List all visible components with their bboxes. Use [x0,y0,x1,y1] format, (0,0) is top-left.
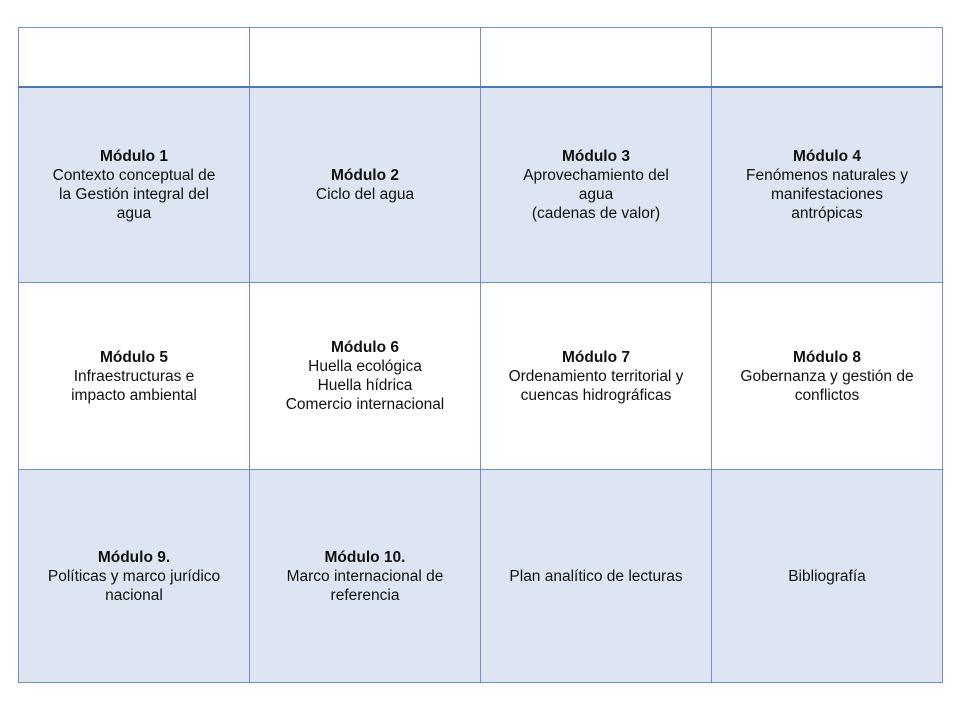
module-7-cell [481,283,712,470]
module-title: Módulo 2 [330,167,400,184]
module-title: Módulo 9. [97,548,171,566]
module-title: Módulo 1 [99,148,169,165]
module-3-cell [481,87,712,283]
module-2-cell [250,87,481,283]
module-description-line: nacional [105,586,163,604]
module-description-line: Comercio internacional [285,396,445,413]
module-description-line: Huella hídrica [317,377,413,394]
module-description-line: agua [578,186,614,203]
module-6-cell [250,283,481,470]
module-description-line: referencia [330,586,400,604]
module-description-line: Marco internacional de [286,567,444,585]
module-title: Módulo 10. [324,548,406,566]
module-title: Módulo 6 [330,339,400,356]
header-row [19,28,943,88]
module-description-line: Gobernanza y gestión de [740,367,914,385]
module-row-1 [19,87,943,283]
module-description-line: Aprovechamiento del [523,167,669,184]
module-description-line: Infraestructuras e [73,367,195,385]
module-title: Módulo 7 [561,348,631,366]
module-description-line: impacto ambiental [71,386,197,404]
module-description-line: Contexto conceptual de [52,167,216,184]
module-description-line: Fenómenos naturales y [746,167,908,184]
module-8-cell [712,283,943,470]
module-description-line: Huella ecológica [308,358,422,375]
module-1-cell [19,87,250,283]
bibliography-cell [712,470,943,683]
module-description-line: conflictos [794,386,860,404]
module-4-cell [712,87,943,283]
module-description-line: la Gestión integral del [59,186,209,203]
module-row-3 [19,470,943,683]
module-title: Módulo 4 [792,148,862,165]
module-10-cell [250,470,481,683]
module-9-cell [19,470,250,683]
reading-plan-cell [481,470,712,683]
module-5-cell [19,283,250,470]
module-description-line: agua [116,205,152,222]
reading-plan-label: Plan analítico de lecturas [509,567,683,585]
module-description-line: manifestaciones [770,186,883,203]
header-cell [481,28,712,88]
module-title: Módulo 8 [792,348,862,366]
module-description-line: Políticas y marco jurídico [47,567,221,585]
module-description-line: (cadenas de valor) [531,205,661,222]
module-title: Módulo 5 [99,348,169,366]
module-description-line: Ciclo del agua [315,186,415,203]
module-title: Módulo 3 [561,148,631,165]
bibliography-label: Bibliografía [788,567,866,585]
module-grid-table [18,27,943,683]
module-description-line: cuencas hidrográficas [520,386,672,404]
module-description-line: Ordenamiento territorial y [508,367,684,385]
module-description-line: antrópicas [791,205,863,222]
header-cell [250,28,481,88]
header-cell [712,28,943,88]
module-row-2 [19,283,943,470]
header-cell [19,28,250,88]
